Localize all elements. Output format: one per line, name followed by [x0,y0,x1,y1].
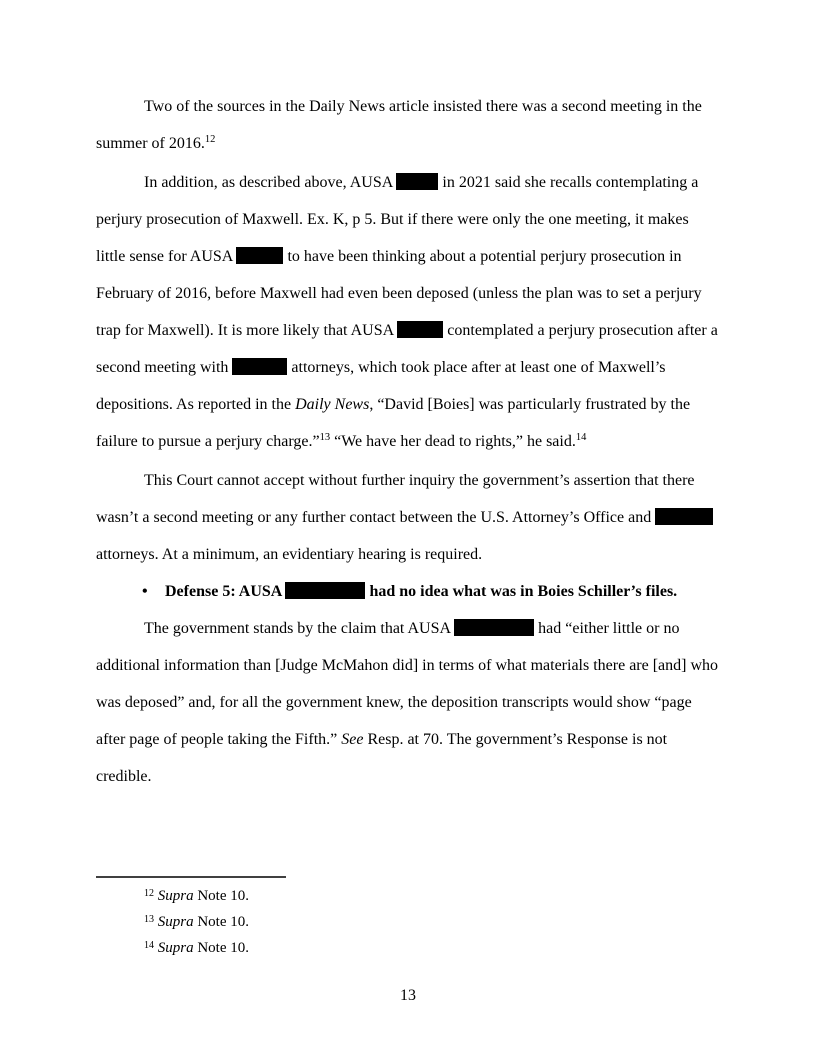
footnote-ref: 14 [575,432,587,443]
bullet-paragraph [96,573,720,610]
bullet-icon: • [142,583,148,600]
text-run: Two of the sources in the Daily News article insisted there was a second meeting in the summer of 2016. [96,98,702,152]
footnote-text: Supra [157,888,194,904]
redaction-box [236,247,283,264]
footnote-ref: 12 [204,134,216,145]
footnote-text: Supra [157,914,194,930]
footnote [96,936,720,962]
text-run: The government stands by the claim that AUSA [144,620,455,637]
text-run: See [341,731,364,748]
text-run: Daily News [295,396,370,413]
text-run: In addition, as described above, AUSA [144,174,397,191]
text-run: Defense 5: AUSA [165,583,286,600]
page-number: 13 [400,987,416,1004]
text-run: , “David [Boies] was particularly frustrated by the failure to pursue a perjury charge.” [96,396,691,450]
redaction-box [396,173,438,190]
redaction-box [454,619,534,636]
text-run: “We have her dead to rights,” he said. [330,433,576,450]
paragraph [96,88,720,164]
text-run: contemplated a perjury prosecution after a second meeting with [96,322,718,376]
redaction-box [232,358,287,375]
footnote-marker: 12 [144,888,154,899]
footnote-text: Note 10. [193,888,250,904]
text-run: attorneys. At a minimum, an evidentiary hearing is required. [96,546,483,563]
redaction-box [655,508,713,525]
text-run: had “either little or no additional information than [Judge McMahon did] in terms of what materials there are [and] who was deposed” and, for all the government knew, the deposition transcripts would show “page after page of people taking the Fifth.” [96,620,719,748]
redaction-box [397,321,443,338]
text-run: to have been thinking about a potential perjury prosecution in February of 2016, before Maxwell had even been deposed (unless the plan was to set a perjury trap for Maxwell). It is more likely that AUSA [96,248,702,339]
footnote-marker: 13 [144,914,154,925]
footnote-text: Note 10. [193,940,250,956]
footnote [96,910,720,936]
footnote-section [96,876,720,962]
footnote-text: Supra [157,940,194,956]
paragraph [96,164,720,462]
text-run: This Court cannot accept without further inquiry the government’s assertion that there wasn’t a second meeting or any further contact between the U.S. Attorney’s Office and [96,472,695,526]
footnote-list [96,884,720,962]
paragraph [96,610,720,795]
text-run: in 2021 said she recalls contemplating a perjury prosecution of Maxwell. Ex. K, p 5. But if there were only the one meeting, it makes little sense for AUSA [96,174,699,265]
paragraph [96,462,720,573]
text-run: had no idea what was in Boies Schiller’s files. [365,583,678,600]
text-run: attorneys, which took place after at least one of Maxwell’s depositions. As reported in the [96,359,666,413]
document-body [96,88,720,795]
footnote-text: Note 10. [193,914,250,930]
footnote-separator [96,876,286,878]
footnote-ref: 13 [319,432,331,443]
footnote [96,884,720,910]
redaction-box [285,582,365,599]
footnote-marker: 14 [144,940,154,951]
text-run: Resp. at 70. The government’s Response is not credible. [96,731,668,785]
